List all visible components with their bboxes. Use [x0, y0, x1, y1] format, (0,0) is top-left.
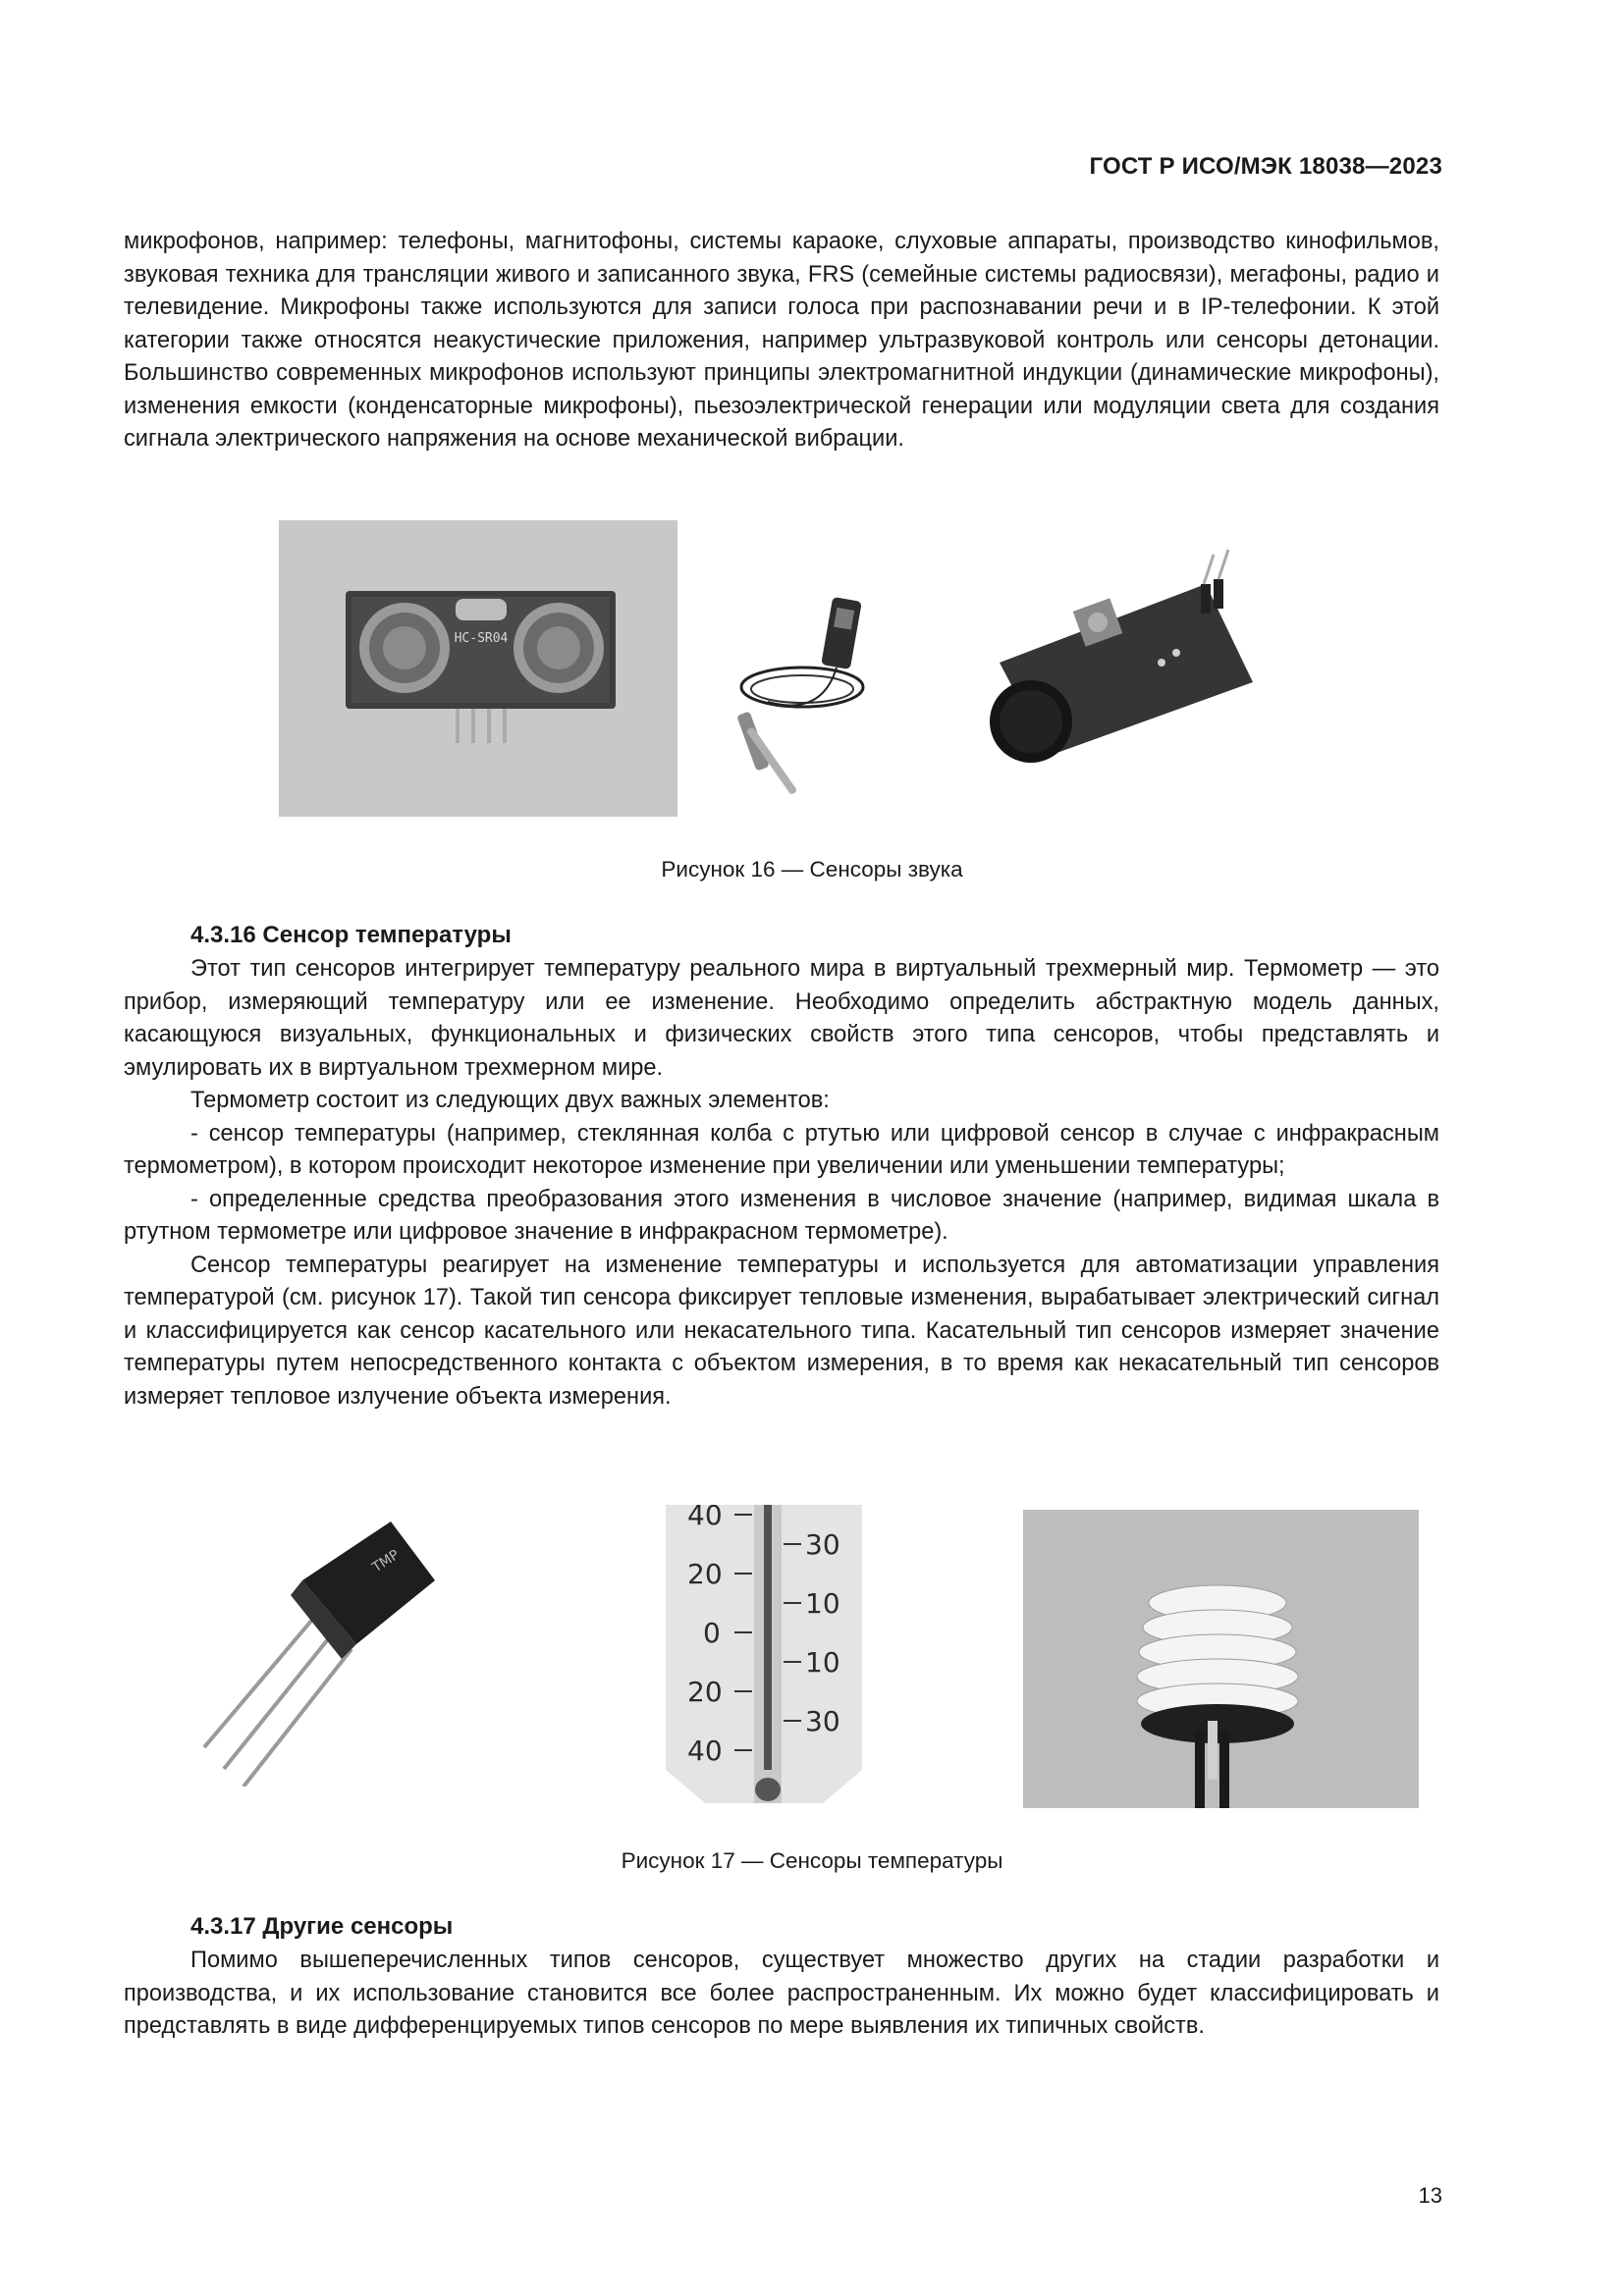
figure17-transistor-sensor-photo	[194, 1512, 533, 1787]
page-number: 13	[1418, 2183, 1442, 2208]
section-4-3-16-paragraph: Термометр состоит из следующих двух важных элементов:	[190, 1088, 830, 1113]
thermo-left-label: 20	[687, 1676, 723, 1708]
figure16-caption: Рисунок 16 — Сенсоры звука	[661, 857, 963, 881]
section-4-3-16-body	[124, 953, 1439, 1414]
document-header: ГОСТ Р ИСО/МЭК 18038—2023	[1089, 153, 1442, 180]
chip-marking: TMP	[369, 1547, 403, 1576]
thermo-left-label: 20	[687, 1558, 723, 1590]
figure17-thermometer-photo	[577, 1505, 882, 1803]
section-4-3-17-paragraph: Помимо вышеперечисленных типов сенсоров, существует множество других на стадии разработки и производства, и их использование становится все более распространенным. Их можно будет классифицировать и представлять в виде дифференцируемых типов сенсоров по мере выявления их типичных свойств.	[124, 1948, 1439, 2039]
section-4-3-17-heading: 4.3.17 Другие сенсоры	[190, 1913, 454, 1940]
section-4-3-17-body	[124, 1945, 1439, 2044]
thermo-right-label: 30	[805, 1705, 840, 1737]
intro-text: микрофонов, например: телефоны, магнитофоны, системы караоке, слуховые аппараты, производство кинофильмов, звуковая техника для трансляции живого и записанного звука, FRS (семейные системы радиосвязи), мегафоны, радио и телевидение. Микрофоны также используются для записи голоса при распознавании речи и в IP-телефонии. К этой категории также относятся неакустические приложения, например ультразвуковой контроль или сенсоры детонации. Большинство современных микрофонов используют принципы электромагнитной индукции (динамические микрофоны), изменения емкости (конденсаторные микрофоны), пьезоэлектрической генерации или модуляции света для создания сигнала электрического напряжения на основе механической вибрации.	[124, 229, 1439, 452]
figure16-microphone-module-photo	[980, 545, 1265, 771]
section-4-3-16-heading: 4.3.16 Сенсор температуры	[190, 922, 512, 948]
section-4-3-16-list-item: - определенные средства преобразования этого изменения в числовое значение (например, видимая шкала в ртутном термометре или цифровое значение в инфракрасном термометре).	[124, 1186, 1439, 1245]
thermo-right-label: 10	[805, 1646, 840, 1679]
figure17-caption: Рисунок 17 — Сенсоры температуры	[621, 1848, 1003, 1873]
thermo-left-label: 0	[703, 1617, 721, 1649]
thermo-right-label: 30	[805, 1528, 840, 1561]
figure16-handheld-sensor-photo	[729, 520, 905, 817]
thermo-left-label: 40	[687, 1735, 723, 1767]
section-4-3-16-list-item: - сенсор температуры (например, стеклянная колба с ртутью или цифровой сенсор в случае с инфракрасным термометром), в котором происходит некоторое изменение при увеличении или уменьшении температуры;	[124, 1120, 1439, 1179]
section-4-3-16-paragraph: Этот тип сенсоров интегрирует температуру реального мира в виртуальный трехмерный мир. Термометр — это прибор, измеряющий температуру или ее изменение. Необходимо определить абстрактную модель данных, касающуюся визуальных, функциональных и физических свойств этого типа сенсоров, чтобы представлять и эмулировать их в виртуальном трехмерном мире.	[124, 956, 1439, 1081]
intro-paragraph	[124, 226, 1439, 456]
section-4-3-16-paragraph: Сенсор температуры реагирует на изменение температуры и используется для автоматизации управления температурой (см. рисунок 17). Такой тип сенсора фиксирует тепловые изменения, вырабатывает электрический сигнал и классифицируется как сенсор касательного или некасательного типа. Касательный тип сенсоров измеряет значение температуры путем непосредственного контакта с объектом измерения, в то время как некасательный тип сенсоров измеряет тепловое излучение объекта измерения.	[124, 1252, 1439, 1410]
board-marking: HC-SR04	[454, 631, 509, 646]
thermo-right-label: 10	[805, 1587, 840, 1620]
figure17-weather-shield-sensor-photo	[1023, 1510, 1419, 1808]
figure16-ultrasonic-sensor-photo	[279, 520, 677, 817]
thermo-left-label: 40	[687, 1505, 723, 1531]
